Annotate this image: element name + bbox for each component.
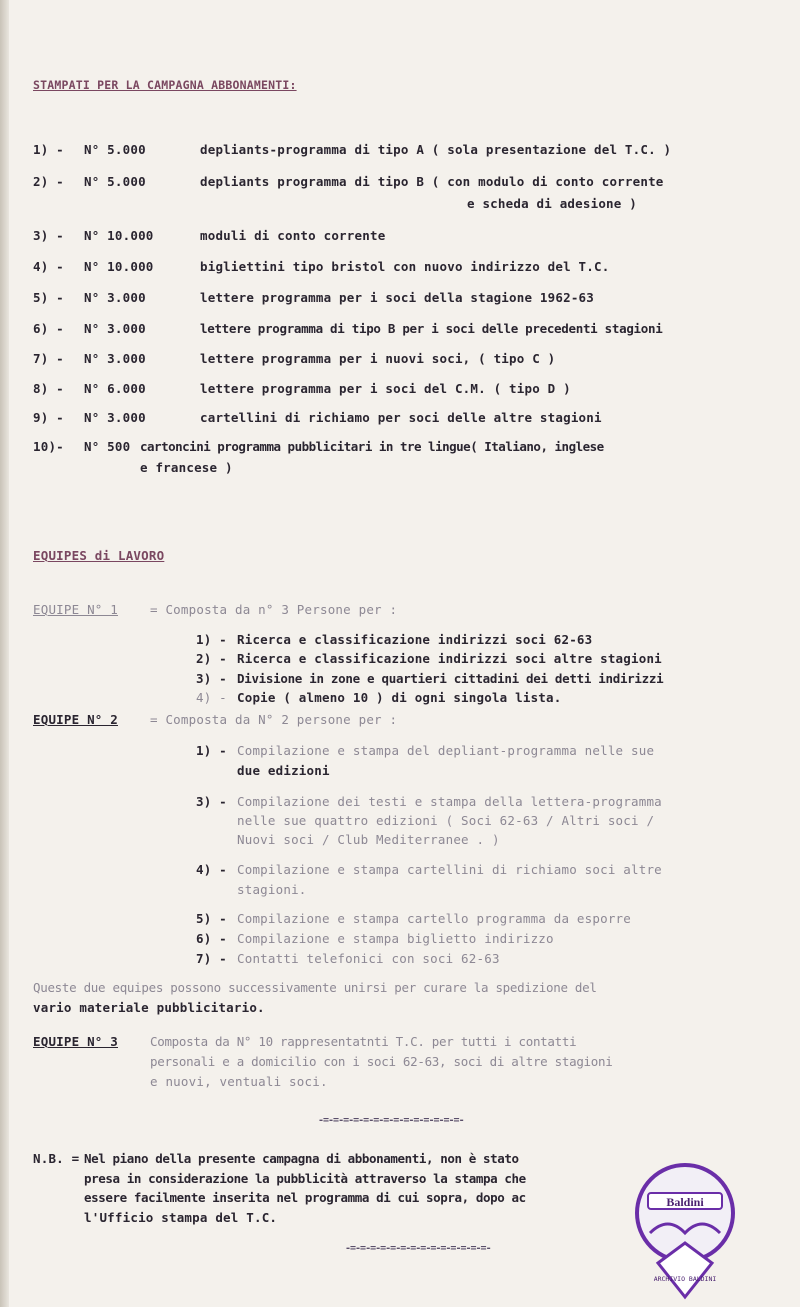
item-number: 10)- (33, 439, 64, 454)
item-number: 3) - (33, 228, 64, 243)
item-number: 5) - (33, 290, 64, 305)
equipe-label: EQUIPE N° 2 (33, 712, 118, 727)
archive-stamp (620, 1163, 750, 1303)
item-number: 9) - (33, 410, 64, 425)
task-text: Compilazione e stampa cartellini di richiamo soci altre (237, 862, 662, 877)
item-text: cartoncini programma pubblicitari in tre lingue( Italiano, inglese (140, 439, 604, 454)
note-line: essere facilmente inserita nel programma di cui sopra, dopo ac (84, 1190, 526, 1205)
equipe-intro: = Composta da n° 3 Persone per : (150, 602, 398, 617)
task-number: 3) - (196, 671, 227, 686)
divider-line: -=-=-=-=-=-=-=-=-=-=-=-=-=-=- (345, 1243, 491, 1254)
item-text: depliants-programma di tipo A ( sola presentazione del T.C. ) (200, 142, 672, 157)
note-line: presa in considerazione la pubblicità attraverso la stampa che (84, 1171, 526, 1186)
equipe-label: EQUIPE N° 3 (33, 1034, 118, 1049)
equipe-label: EQUIPE N° 1 (33, 602, 118, 617)
task-text: Copie ( almeno 10 ) di ogni singola lista. (237, 690, 562, 705)
item-number: 8) - (33, 381, 64, 396)
equipe-text: personali e a domicilio con i soci 62-63, soci di altre stagioni (150, 1054, 613, 1069)
task-text: Divisione in zone e quartieri cittadini dei detti indirizzi (237, 671, 664, 686)
section-title: EQUIPES di LAVORO (33, 548, 165, 563)
task-number: 1) - (196, 632, 227, 647)
item-text: cartellini di richiamo per soci delle altre stagioni (200, 410, 602, 425)
task-text: Compilazione e stampa del depliant-programma nelle sue (237, 743, 655, 758)
task-text-continued: stagioni. (237, 882, 307, 897)
item-number: 6) - (33, 321, 64, 336)
item-text: lettere programma per i soci della stagione 1962-63 (200, 290, 595, 305)
task-number: 1) - (196, 743, 227, 758)
equipe-text: Composta da N° 10 rappresentatnti T.C. per tutti i contatti (150, 1034, 577, 1049)
item-quantity: N° 3.000 (84, 290, 146, 305)
item-number: 4) - (33, 259, 64, 274)
item-text: bigliettini tipo bristol con nuovo indirizzo del T.C. (200, 259, 610, 274)
item-text: lettere programma per i soci del C.M. ( tipo D ) (200, 381, 571, 396)
note-label: N.B. = (33, 1151, 80, 1166)
task-text: Contatti telefonici con soci 62-63 (237, 951, 500, 966)
item-text: lettere programma di tipo B per i soci delle precedenti stagioni (200, 321, 663, 336)
item-text: depliants programma di tipo B ( con modulo di conto corrente (200, 174, 664, 189)
task-text-continued: due edizioni (237, 763, 330, 778)
item-quantity: N° 3.000 (84, 351, 146, 366)
task-text: Compilazione e stampa cartello programma da esporre (237, 911, 632, 926)
task-text: Ricerca e classificazione indirizzi soci altre stagioni (237, 651, 662, 666)
item-quantity: N° 6.000 (84, 381, 146, 396)
equipe-intro: = Composta da N° 2 persone per : (150, 712, 398, 727)
task-number: 4) - (196, 690, 227, 705)
task-text: Compilazione dei testi e stampa della lettera-programma (237, 794, 662, 809)
stamp-text: ARCHIVIO BALDINI (653, 1275, 717, 1283)
task-number: 7) - (196, 951, 227, 966)
task-number: 4) - (196, 862, 227, 877)
task-number: 6) - (196, 931, 227, 946)
task-text-continued: Nuovi soci / Club Mediterranee . ) (237, 832, 500, 847)
item-quantity: N° 10.000 (84, 259, 154, 274)
item-number: 7) - (33, 351, 64, 366)
item-text-continued: e francese ) (140, 460, 233, 475)
equipe-text: e nuovi, ventuali soci. (150, 1074, 328, 1089)
note-line: Nel piano della presente campagna di abbonamenti, non è stato (84, 1151, 519, 1166)
item-text-continued: e scheda di adesione ) (467, 196, 637, 211)
task-text: Compilazione e stampa biglietto indirizzo (237, 931, 554, 946)
paragraph-line: vario materiale pubblicitario. (33, 1000, 265, 1015)
task-number: 3) - (196, 794, 227, 809)
item-quantity: N° 500 (84, 439, 131, 454)
item-number: 1) - (33, 142, 64, 157)
item-quantity: N° 3.000 (84, 321, 146, 336)
task-text: Ricerca e classificazione indirizzi soci 62-63 (237, 632, 593, 647)
item-number: 2) - (33, 174, 64, 189)
paragraph-line: Queste due equipes possono successivamente unirsi per curare la spedizione del (33, 980, 597, 995)
item-quantity: N° 5.000 (84, 174, 146, 189)
document-title: STAMPATI PER LA CAMPAGNA ABBONAMENTI: (33, 78, 297, 92)
task-number: 2) - (196, 651, 227, 666)
item-quantity: N° 10.000 (84, 228, 154, 243)
item-text: lettere programma per i nuovi soci, ( tipo C ) (200, 351, 556, 366)
stamp-brand: Baldini (666, 1195, 704, 1209)
divider-line: -=-=-=-=-=-=-=-=-=-=-=-=-=-=- (318, 1115, 464, 1126)
note-line: l'Ufficio stampa del T.C. (84, 1210, 278, 1225)
item-quantity: N° 5.000 (84, 142, 146, 157)
item-text: moduli di conto corrente (200, 228, 386, 243)
item-quantity: N° 3.000 (84, 410, 146, 425)
task-text-continued: nelle sue quattro edizioni ( Soci 62-63 / Altri soci / (237, 813, 655, 828)
task-number: 5) - (196, 911, 227, 926)
